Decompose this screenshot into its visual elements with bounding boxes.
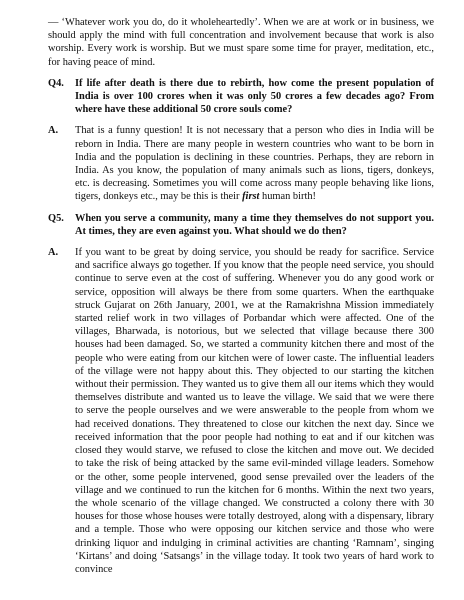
answer-5-label: A. — [48, 247, 59, 259]
answer-4-end: human birth! — [259, 191, 316, 203]
question-4-label: Q4. — [48, 77, 64, 89]
answer-4-label: A. — [48, 125, 59, 137]
question-5 — [48, 212, 434, 238]
question-5-text: When you serve a community, many a time they themselves do not support you. At times, they are even against you. What should we do then? — [75, 212, 434, 237]
answer-5-text: If you want to be great by doing service, you should be ready for sacrifice. Service and sacrifice always go together. If you know that the people need service, you should continue to serve even at the cost of suffering. Whenever you do any good work or service, opposition will always be there from some quarters. When the earthquake struck Gujarat on 26th January, 2001, we at the Ramakrishna Mission immediately started relief work in two villages of Porbandar which were affected. One of the villages, Bharwada, is notorious, but we selected that village because there 300 houses had been damaged. So, we started a community kitchen there and most of the people who were eating from our kitchen were of lower caste. The influential leaders of the village were not happy about this. They objected to our starting the kitchen without their permission. They wanted us to give them all our items which they would themselves distribute and wanted us to leave the village. We said that we were there to serve the people ourselves and we were answerable to the people from whom we had received donations. They threatened to close our kitchen the next day. Since we received information that the poor people had nothing to eat and if our kitchen was closed they would starve, we refused to close the kitchen and move out. We decided to take the risk of being attacked by the same evil-minded village leaders. Somehow or the other, some people intervened, good sense prevailed over the leaders of the village and we continued to run the kitchen for 6 months. Within the next two years, the whole scenario of the village changed. We constructed a colony there with 30 houses for those whose houses were totally destroyed, along with a dispensary, library and a temple. Those who were opposing our kitchen service and those who were drinking liquor and indulging in criminal activities are chanting ‘Ramnam’, singing ‘Kirtans’ and doing ‘Satsangs’ in the village today. It took two years of hard work to convince — [75, 247, 434, 575]
intro-paragraph: — ‘Whatever work you do, do it wholeheartedly’. When we are at work or in business, we should apply the mind with full concentration and involvement because that work is also worship. Every work is worship. But we must spare some time for prayer, meditation, etc., for having peace of mind. — [48, 17, 434, 68]
answer-4-main: That is a funny question! It is not necessary that a person who dies in India will be reborn in India. There are many people in western countries who want to be born in India and the population is declining in these countries. Perhaps, they are reborn in India. As you know, the population of many animals such as lions, tigers, donkeys, etc. is decreasing. Sometimes you will come across many people behaving like lions, tigers, donkeys etc., may be this is their — [75, 125, 434, 203]
answer-5 — [48, 246, 434, 576]
question-5-label: Q5. — [48, 212, 64, 224]
answer-4-text — [75, 124, 434, 203]
answer-4-emphasis: first — [242, 191, 260, 203]
question-4 — [48, 77, 434, 117]
question-4-text: If life after death is there due to rebirth, how come the present population of India is over 100 crores when it was only 50 crores a few decades ago? From where have these additional 50 crore souls come? — [75, 77, 434, 116]
answer-4 — [48, 124, 434, 203]
